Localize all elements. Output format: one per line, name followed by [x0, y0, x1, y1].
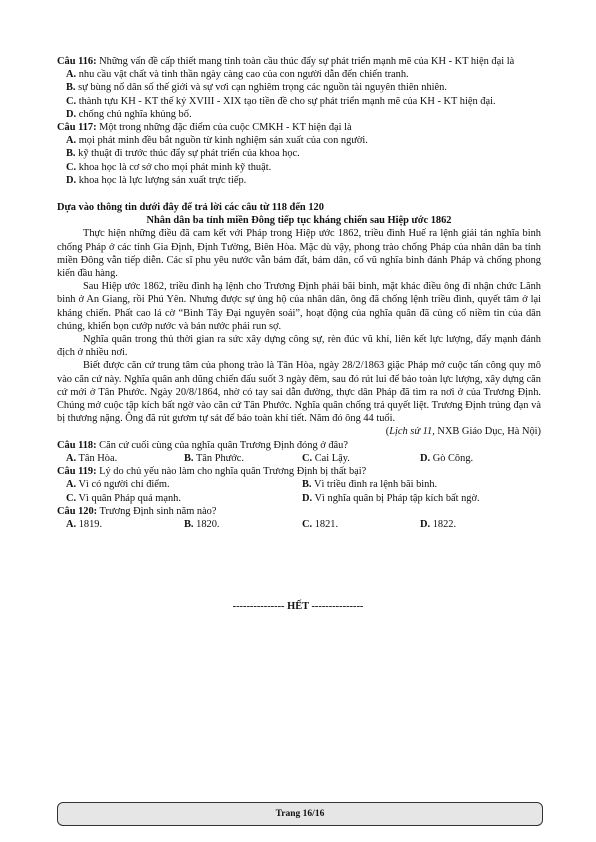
question-number: Câu 120: [57, 505, 98, 517]
options-row [57, 492, 541, 505]
option-label: A. [66, 135, 77, 147]
option-label: B. [66, 82, 76, 94]
passage-paragraph: Sau Hiệp ước 1862, triều đình hạ lệnh cho Trương Định phải bãi binh, mặt khác điều ông đi nhận chức Lãnh binh ở An Giang, rồi Phú Yên. Nhưng được sự ủng hộ của nhân dân, ông đã chống lệnh triều đình, quyết tâm ở lại kháng chiến. Phất cao lá cờ “Bình Tây Đại nguyên soái”, hoạt động của nghĩa quân đã củng cố niềm tin của dân chúng, khiến bọn cướp nước và bán nước phải run sợ. [57, 281, 541, 332]
option-text: khoa học là cơ sở cho mọi phát minh kỹ thuật. [76, 161, 272, 173]
option-label: A. [66, 518, 77, 530]
passage-paragraph: Biết được căn cứ trung tâm của phong trào là Tân Hòa, ngày 28/2/1863 giặc Pháp mở cuộc tấn công quy mô vào căn cứ này. Nghĩa quân anh dũng chiến đấu suốt 3 ngày đêm, sau đó rút lui để bảo toàn lực lượng, xây dựng căn cứ mới ở Tân Phước. Ngày 20/8/1864, nhờ có tay sai dẫn đường, thực dân Pháp đã tìm ra nơi ở của Trương Định. Chúng mở cuộc tập kích bất ngờ vào căn cứ Tân Phước. Nghĩa quân chống trả quyết liệt. Trương Định trúng đạn và bị thương nặng. Ông đã rút gươm tự sát để bảo toàn khí tiết. Năm đó ông 44 tuổi. [57, 360, 541, 425]
option-label: A. [66, 479, 77, 491]
option-a [57, 134, 541, 147]
option-label: C. [302, 452, 313, 464]
option-b [57, 147, 541, 160]
option-text: kỹ thuật đi trước thúc đẩy sự phát triển của khoa học. [75, 148, 300, 160]
option-d [302, 492, 538, 505]
page-footer [57, 802, 543, 826]
spacer [57, 187, 541, 201]
option-text: 1820. [193, 518, 220, 530]
option-d [57, 108, 541, 121]
option-text: 1821. [312, 518, 339, 530]
option-c [302, 452, 420, 465]
question-116 [57, 55, 541, 68]
exam-content [57, 55, 541, 531]
question-118 [57, 439, 541, 452]
question-text: Trương Định sinh năm nào? [97, 505, 217, 517]
option-text: Cai Lậy. [312, 452, 350, 464]
option-label: C. [66, 95, 77, 107]
passage-intro: Dựa vào thông tin dưới đây để trả lời các câu từ 118 đến 120 [57, 202, 324, 214]
option-text: mọi phát minh đều bắt nguồn từ kinh nghiệm sản xuất của con người. [76, 135, 368, 147]
option-label: C. [66, 492, 77, 504]
option-a [57, 68, 541, 81]
option-a [66, 452, 184, 465]
options-row [57, 478, 541, 491]
option-c [302, 518, 420, 531]
source-publisher: , NXB Giáo Dục, Hà Nội) [432, 426, 541, 438]
option-label: B. [184, 452, 194, 464]
option-a [66, 518, 184, 531]
option-text: 1822. [430, 518, 457, 530]
question-117 [57, 121, 541, 134]
option-label: D. [420, 452, 431, 464]
option-label: A. [66, 452, 77, 464]
option-c [57, 161, 541, 174]
option-label: A. [66, 69, 77, 81]
option-text: Vì nghĩa quân bị Pháp tập kích bất ngờ. [312, 492, 480, 504]
option-label: D. [66, 108, 77, 120]
page-number: Trang 16/16 [275, 809, 325, 819]
option-text: nhu cầu vật chất và tinh thần ngày càng cao của con người dẫn đến chiến tranh. [76, 69, 409, 81]
option-c [57, 95, 541, 108]
option-label: C. [302, 518, 313, 530]
options-row [57, 518, 541, 531]
question-text: Lý do chủ yếu nào làm cho nghĩa quân Trương Định bị thất bại? [96, 466, 367, 478]
option-text: thành tựu KH - KT thế kỷ XVIII - XIX tạo tiền đề cho sự phát triển mạnh mẽ của KH - KT hiện đại. [76, 95, 496, 107]
source-book: Lịch sử 11 [389, 426, 433, 438]
option-text: Vì triều đình ra lệnh bãi binh. [311, 479, 438, 491]
question-119 [57, 465, 541, 478]
passage-source [57, 425, 541, 438]
option-label: D. [302, 492, 313, 504]
option-text: Vì quân Pháp quá mạnh. [76, 492, 181, 504]
passage-title: Nhân dân ba tỉnh miền Đông tiếp tục kháng chiến sau Hiệp ước 1862 [146, 215, 452, 227]
option-b [57, 81, 541, 94]
option-text: Tân Phước. [193, 452, 245, 464]
option-text: 1819. [76, 518, 103, 530]
option-text: chống chủ nghĩa khủng bố. [76, 108, 192, 120]
option-b [184, 518, 302, 531]
question-number: Câu 119: [57, 466, 97, 478]
question-120 [57, 505, 541, 518]
option-label: D. [420, 518, 431, 530]
option-label: B. [66, 148, 76, 160]
source-open: ( [385, 426, 390, 438]
question-number: Câu 117: [57, 122, 97, 134]
option-c [66, 492, 302, 505]
option-b [184, 452, 302, 465]
option-d [420, 452, 538, 465]
option-a [66, 478, 302, 491]
option-d [57, 174, 541, 187]
passage-paragraph: Nghĩa quân trong thủ thời gian ra sức xây dựng công sự, rèn đúc vũ khí, liên kết lực lượng, đẩy mạnh đánh địch ở nhiều nơi. [57, 334, 541, 359]
option-label: D. [66, 174, 77, 186]
question-text: Căn cứ cuối cùng của nghĩa quân Trương Định đóng ở đâu? [96, 439, 348, 451]
option-text: khoa học là lực lượng sản xuất trực tiếp. [76, 174, 247, 186]
question-number: Câu 116: [57, 56, 97, 67]
option-text: sự bùng nổ dân số thế giới và sự vơi cạn nghiêm trọng các nguồn tài nguyên thiên nhiên. [75, 82, 447, 94]
option-d [420, 518, 538, 531]
option-text: Tân Hòa. [76, 452, 118, 464]
options-row [57, 452, 541, 465]
end-marker: --------------- HẾT --------------- [232, 601, 364, 612]
question-text: Một trong những đặc điểm của cuộc CMKH - KT hiện đại là [96, 122, 352, 134]
question-number: Câu 118: [57, 439, 97, 451]
passage-paragraph: Thực hiện những điều đã cam kết với Pháp trong Hiệp ước 1862, triều đình Huế ra lệnh giải tán nghĩa binh chống Pháp ở các tỉnh Gia Định, Định Tường, Biên Hòa. Mặc dù vậy, phong trào chống Pháp của nhân dân ba tỉnh miền Đông vẫn tiếp diễn. Các sĩ phu yêu nước vẫn bám đất, bám dân, cổ vũ nghĩa binh đánh Pháp và chống phong kiến đầu hàng. [57, 228, 541, 280]
option-label: B. [302, 479, 312, 491]
option-text: Gò Công. [430, 452, 474, 464]
option-label: C. [66, 161, 77, 173]
option-label: B. [184, 518, 194, 530]
question-text: Những vấn đề cấp thiết mang tính toàn cầu thúc đẩy sự phát triển mạnh mẽ của KH - KT hiện đại là [96, 56, 515, 67]
option-text: Vì có người chỉ điểm. [76, 479, 170, 491]
option-b [302, 478, 538, 491]
